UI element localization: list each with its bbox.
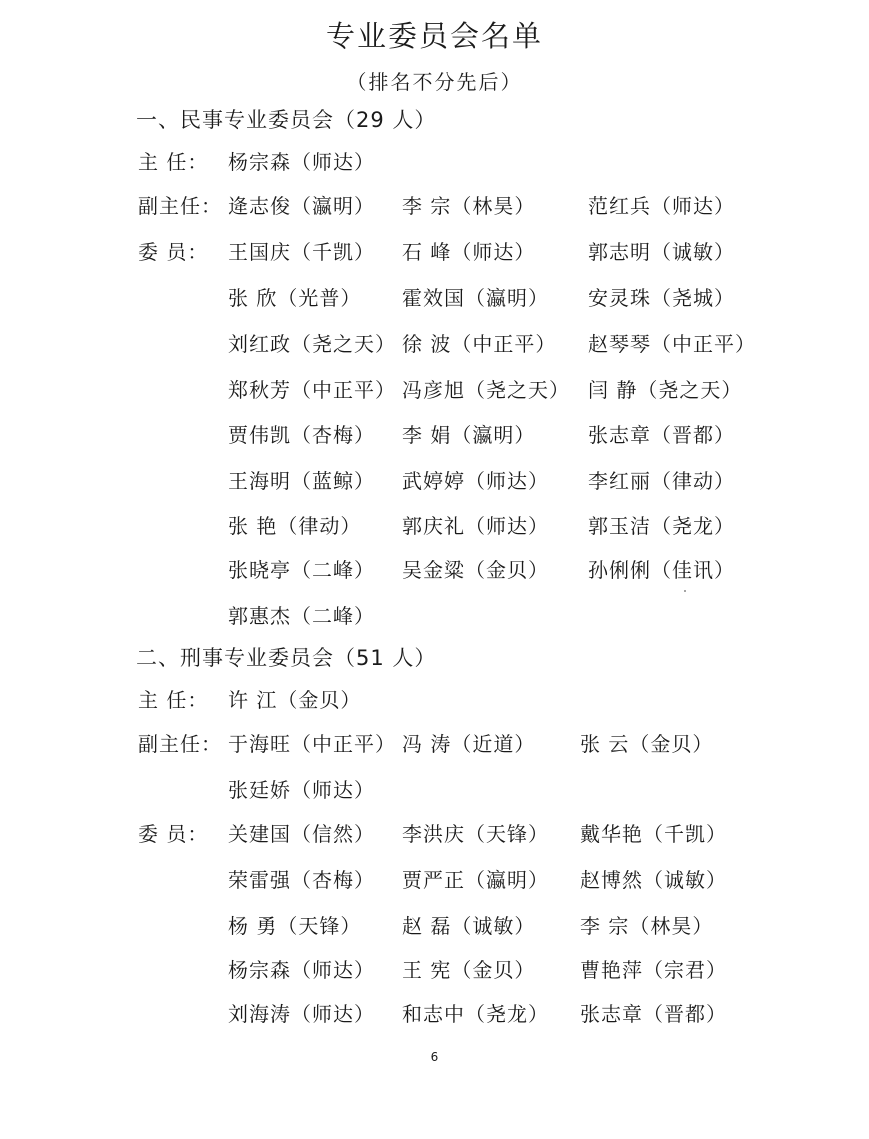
member-name: 霍效国（瀛明） <box>402 286 549 310</box>
member-name: 贾严正（瀛明） <box>402 868 549 892</box>
vice-name: 于海旺（中正平） <box>228 732 396 756</box>
member-name: 郭玉洁（尧龙） <box>588 514 735 538</box>
chair-label: 主 任： <box>138 150 209 174</box>
page-title: 专业委员会名单 <box>325 19 543 53</box>
member-name: 安灵珠（尧城） <box>588 286 735 310</box>
vice-name: 逄志俊（瀛明） <box>228 194 375 218</box>
member-name: 武婷婷（师达） <box>402 469 549 493</box>
member-name: 荣雷强（杏梅） <box>228 868 375 892</box>
member-name: 赵博然（诚敏） <box>580 868 727 892</box>
vice-label: 副主任： <box>138 194 222 218</box>
member-name: 曹艳萍（宗君） <box>580 958 727 982</box>
member-name: 李 娟（瀛明） <box>402 423 536 447</box>
member-name: 杨 勇（天锋） <box>228 914 362 938</box>
member-name: 和志中（尧龙） <box>402 1002 549 1026</box>
member-name: 杨宗森（师达） <box>228 958 375 982</box>
member-name: 赵琴琴（中正平） <box>588 332 756 356</box>
member-name: 刘海涛（师达） <box>228 1002 375 1026</box>
member-label: 委 员： <box>138 240 209 264</box>
member-name: 郭庆礼（师达） <box>402 514 549 538</box>
member-name: 赵 磊（诚敏） <box>402 914 536 938</box>
page-number: 6 <box>430 1050 439 1064</box>
member-name: 刘红政（尧之天） <box>228 332 396 356</box>
member-name: 张 欣（光普） <box>228 286 362 310</box>
vice-name: 范红兵（师达） <box>588 194 735 218</box>
member-name: 徐 波（中正平） <box>402 332 557 356</box>
member-name: 李洪庆（天锋） <box>402 822 549 846</box>
member-name: 贾伟凯（杏梅） <box>228 423 375 447</box>
member-name: 石 峰（师达） <box>402 240 536 264</box>
member-name: 李 宗（林昊） <box>580 914 714 938</box>
chair-name: 杨宗森（师达） <box>228 150 375 174</box>
vice-name: 张 云（金贝） <box>580 732 714 756</box>
member-name: 李红丽（律动） <box>588 469 735 493</box>
vice-label: 副主任： <box>138 732 222 756</box>
member-name: 郭志明（诚敏） <box>588 240 735 264</box>
section-heading-civil: 一、民事专业委员会（29 人） <box>136 108 437 132</box>
member-name: 张志章（晋都） <box>580 1002 727 1026</box>
section-heading-criminal: 二、刑事专业委员会（51 人） <box>136 646 437 670</box>
vice-name: 冯 涛（近道） <box>402 732 536 756</box>
member-name: 王 宪（金贝） <box>402 958 536 982</box>
vice-name: 张廷娇（师达） <box>228 778 375 802</box>
member-name: 王国庆（千凯） <box>228 240 375 264</box>
member-label: 委 员： <box>138 822 209 846</box>
member-name: 吴金粱（金贝） <box>402 558 549 582</box>
chair-label: 主 任： <box>138 688 209 712</box>
page-subtitle: （排名不分先后） <box>346 70 523 94</box>
member-name: 关建国（信然） <box>228 822 375 846</box>
member-name: 冯彦旭（尧之天） <box>402 378 570 402</box>
scan-speck <box>684 590 686 592</box>
member-name: 王海明（蓝鲸） <box>228 469 375 493</box>
member-name: 戴华艳（千凯） <box>580 822 727 846</box>
member-name: 郑秋芳（中正平） <box>228 378 396 402</box>
member-name: 张志章（晋都） <box>588 423 735 447</box>
member-name: 张晓亭（二峰） <box>228 558 375 582</box>
member-name: 郭惠杰（二峰） <box>228 604 375 628</box>
member-name: 闫 静（尧之天） <box>588 378 743 402</box>
vice-name: 李 宗（林昊） <box>402 194 536 218</box>
chair-name: 许 江（金贝） <box>228 688 362 712</box>
member-name: 孙俐俐（佳讯） <box>588 558 735 582</box>
member-name: 张 艳（律动） <box>228 514 362 538</box>
